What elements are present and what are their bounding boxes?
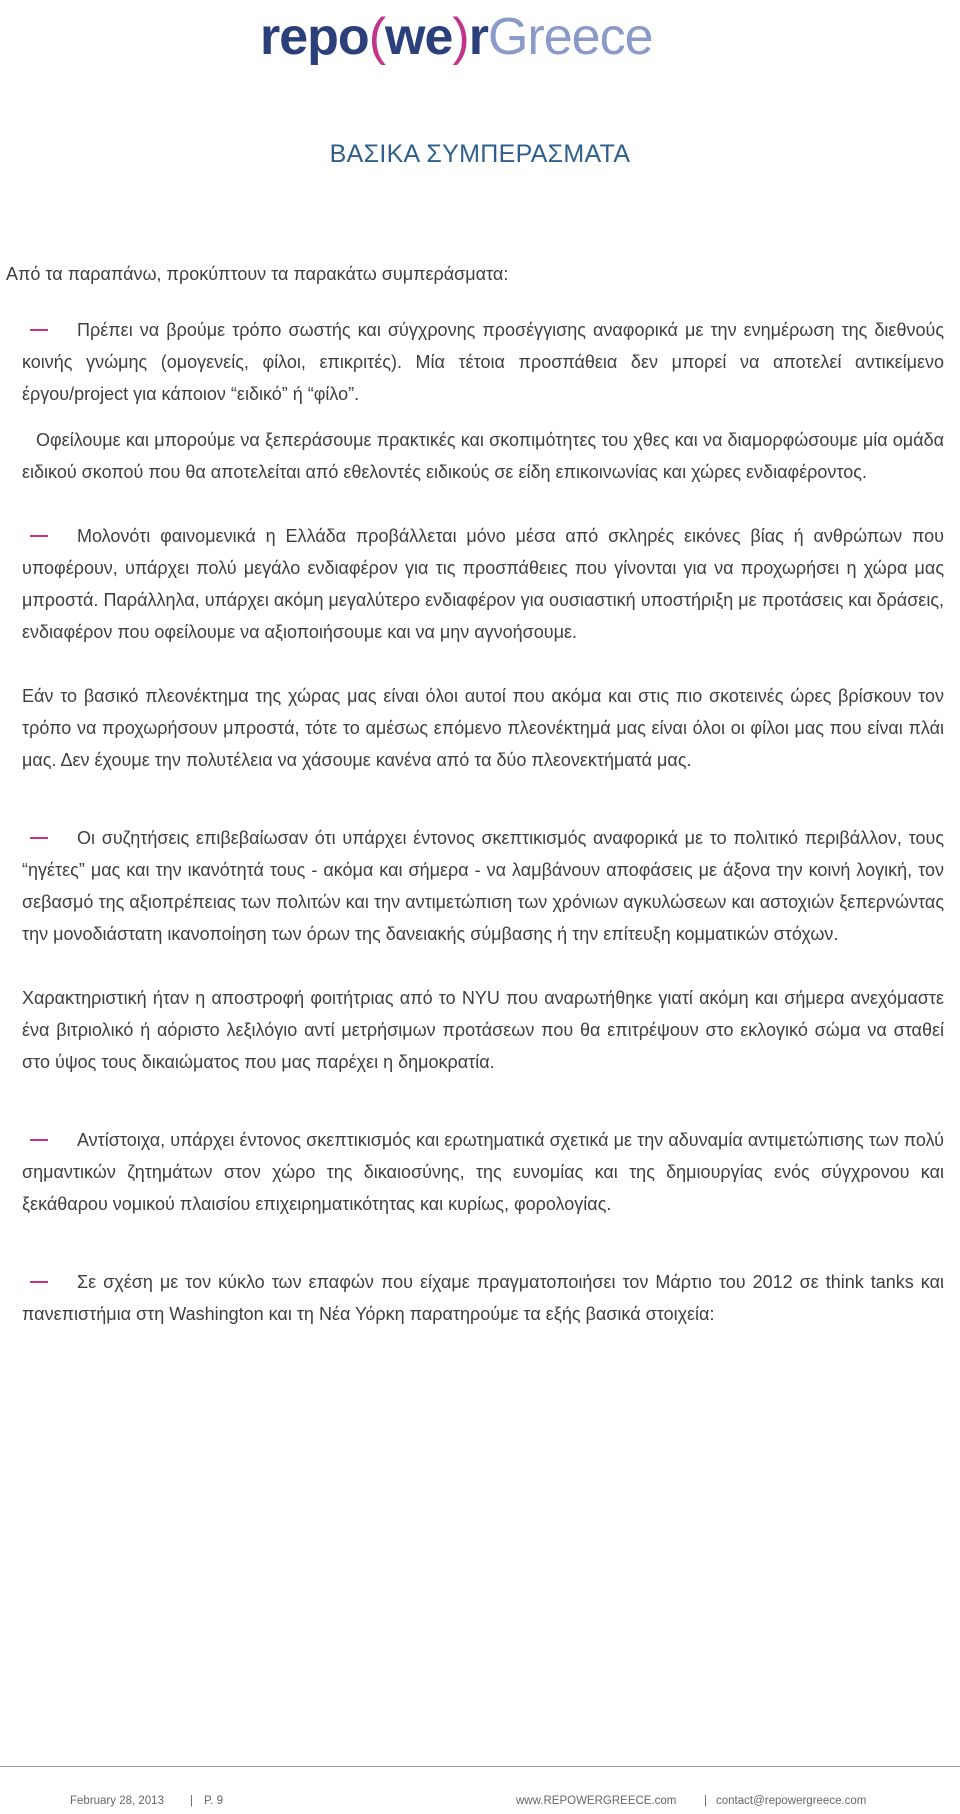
- paragraph-4-text: Εάν το βασικό πλεονέκτημα της χώρας μας είναι όλοι αυτοί που ακόμα και στις πιο σκοτεινές ώρες βρίσκουν τον τρόπο να προχωρήσουν μπροστά, τότε το αμέσως επόμενο πλεονέκτημά μας είναι όλοι οι φίλοι μας που είναι πλάι μας. Δεν έχουμε την πολυτέλεια να χάσουμε κανένα από τα δύο πλεονεκτήματά μας.: [22, 686, 944, 770]
- document-body: [22, 314, 944, 1330]
- paragraph-7-text: Αντίστοιχα, υπάρχει έντονος σκεπτικισμός και ερωτηματικά σχετικά με την αδυναμία αντιμετώπισης των πολύ σημαντικών ζητημάτων στον χώρο της δικαιοσύνης, της ευνομίας και της δημιουργίας ενός σύγχρονου και ξεκάθαρου νομικού πλαισίου επιχειρηματικότητας και κυρίως, φορολογίας.: [22, 1130, 944, 1214]
- page-footer: [0, 1795, 960, 1813]
- logo-part-repo: repo: [260, 8, 369, 66]
- svg-text:repo(we)rGreece: [260, 8, 653, 66]
- footer-email-link[interactable]: contact@repowergreece.com: [716, 1795, 867, 1807]
- paragraph-1-text: Πρέπει να βρούμε τρόπο σωστής και σύγχρονης προσέγγισης αναφορικά με την ενημέρωση της διεθνούς κοινής γνώμης (ομογενείς, φίλοι, επικριτές). Μία τέτοια προσπάθεια δεν μπορεί να αποτελεί αντικείμενο έργου/project για κάποιον “ειδικό” ή “φίλο”.: [22, 320, 944, 404]
- paragraph-2-text: Οφείλουμε και μπορούμε να ξεπεράσουμε πρακτικές και σκοπιμότητες του χθες και να διαμορφώσουμε μία ομάδα ειδικού σκοπού που θα αποτελείται από εθελοντές ειδικούς σε είδη επικοινωνίας και χώρες ενδιαφέροντος.: [22, 430, 944, 482]
- logo-paren-left: (: [368, 8, 386, 66]
- logo-wordmark: [260, 4, 700, 68]
- footer-separator: |: [190, 1795, 193, 1807]
- paragraph-3-text: Μολονότι φαινομενικά η Ελλάδα προβάλλεται μόνο μέσα από σκληρές εικόνες βίας ή ανθρώπων που υποφέρουν, υπάρχει πολύ μεγάλο ενδιαφέρον για τις προσπάθειες που γίνονται για να προχωρήσει η χώρα μας μπροστά. Παράλληλα, υπάρχει ακόμη μεγαλύτερο ενδιαφέρον για ουσιαστική υποστήριξη με προτάσεις και δράσεις, ενδιαφέρον που οφείλουμε να αξιοποιήσουμε και να μην αγνοήσουμε.: [22, 526, 944, 642]
- paragraph-8: [22, 1266, 944, 1330]
- paragraph-6: [22, 982, 944, 1078]
- paragraph-6-text: Χαρακτηριστική ήταν η αποστροφή φοιτήτριας από το NYU που αναρωτήθηκε γιατί ακόμη και σήμερα ανεχόμαστε ένα βιτριολικό ή αόριστο λεξιλόγιο αντί μετρήσιμων προτάσεων που θα επιτρέψουν στο εκλογικό σώμα να σταθεί στο ύψος τους δικαιώματος που μας παρέχει η δημοκρατία.: [22, 988, 944, 1072]
- paragraph-1: [22, 314, 944, 410]
- logo-paren-right: ): [452, 8, 469, 66]
- paragraph-5: [22, 822, 944, 950]
- paragraph-7: [22, 1124, 944, 1220]
- bullet-dash-icon: [30, 822, 48, 854]
- footer-page-number: P. 9: [204, 1795, 223, 1807]
- logo-part-we: we: [385, 8, 453, 66]
- logo-part-greece: Greece: [487, 8, 653, 66]
- paragraph-3: [22, 520, 944, 648]
- bullet-dash-icon: [30, 1124, 48, 1156]
- footer-date: February 28, 2013: [70, 1795, 164, 1807]
- repowergreece-logo: [0, 4, 960, 68]
- paragraph-2: [22, 424, 944, 488]
- paragraph-5-text: Οι συζητήσεις επιβεβαίωσαν ότι υπάρχει έντονος σκεπτικισμός αναφορικά με το πολιτικό περιβάλλον, τους “ηγέτες” μας και την ικανότητά τους - ακόμα και σήμερα - να λαμβάνουν αποφάσεις με άξονα την κοινή λογική, τον σεβασμό της αξιοπρέπειας των πολιτών και την αντιμετώπιση των χρόνιων αγκυλώσεων και αστοχιών ξεπερνώντας την μονοδιάστατη ικανοποίηση των όρων της δανειακής σύμβασης ή την επίτευξη κομματικών στόχων.: [22, 828, 944, 944]
- bullet-dash-icon: [30, 314, 48, 346]
- paragraph-8-text: Σε σχέση με τον κύκλο των επαφών που είχαμε πραγματοποιήσει τον Μάρτιο του 2012 σε think tanks και πανεπιστήμια στη Washington και τη Νέα Υόρκη παρατηρούμε τα εξής βασικά στοιχεία:: [22, 1272, 944, 1324]
- paragraph-4: [22, 680, 944, 776]
- footer-divider: [0, 1766, 960, 1767]
- footer-separator: |: [704, 1795, 707, 1807]
- intro-text: Από τα παραπάνω, προκύπτουν τα παρακάτω συμπεράσματα:: [6, 264, 509, 284]
- bullet-dash-icon: [30, 1266, 48, 1298]
- bullet-dash-icon: [30, 520, 48, 552]
- page-title: ΒΑΣΙΚΑ ΣΥΜΠΕΡΑΣΜΑΤΑ: [329, 140, 631, 168]
- footer-website-link[interactable]: www.REPOWERGREECE.com: [516, 1795, 677, 1807]
- logo-part-r: r: [468, 8, 488, 66]
